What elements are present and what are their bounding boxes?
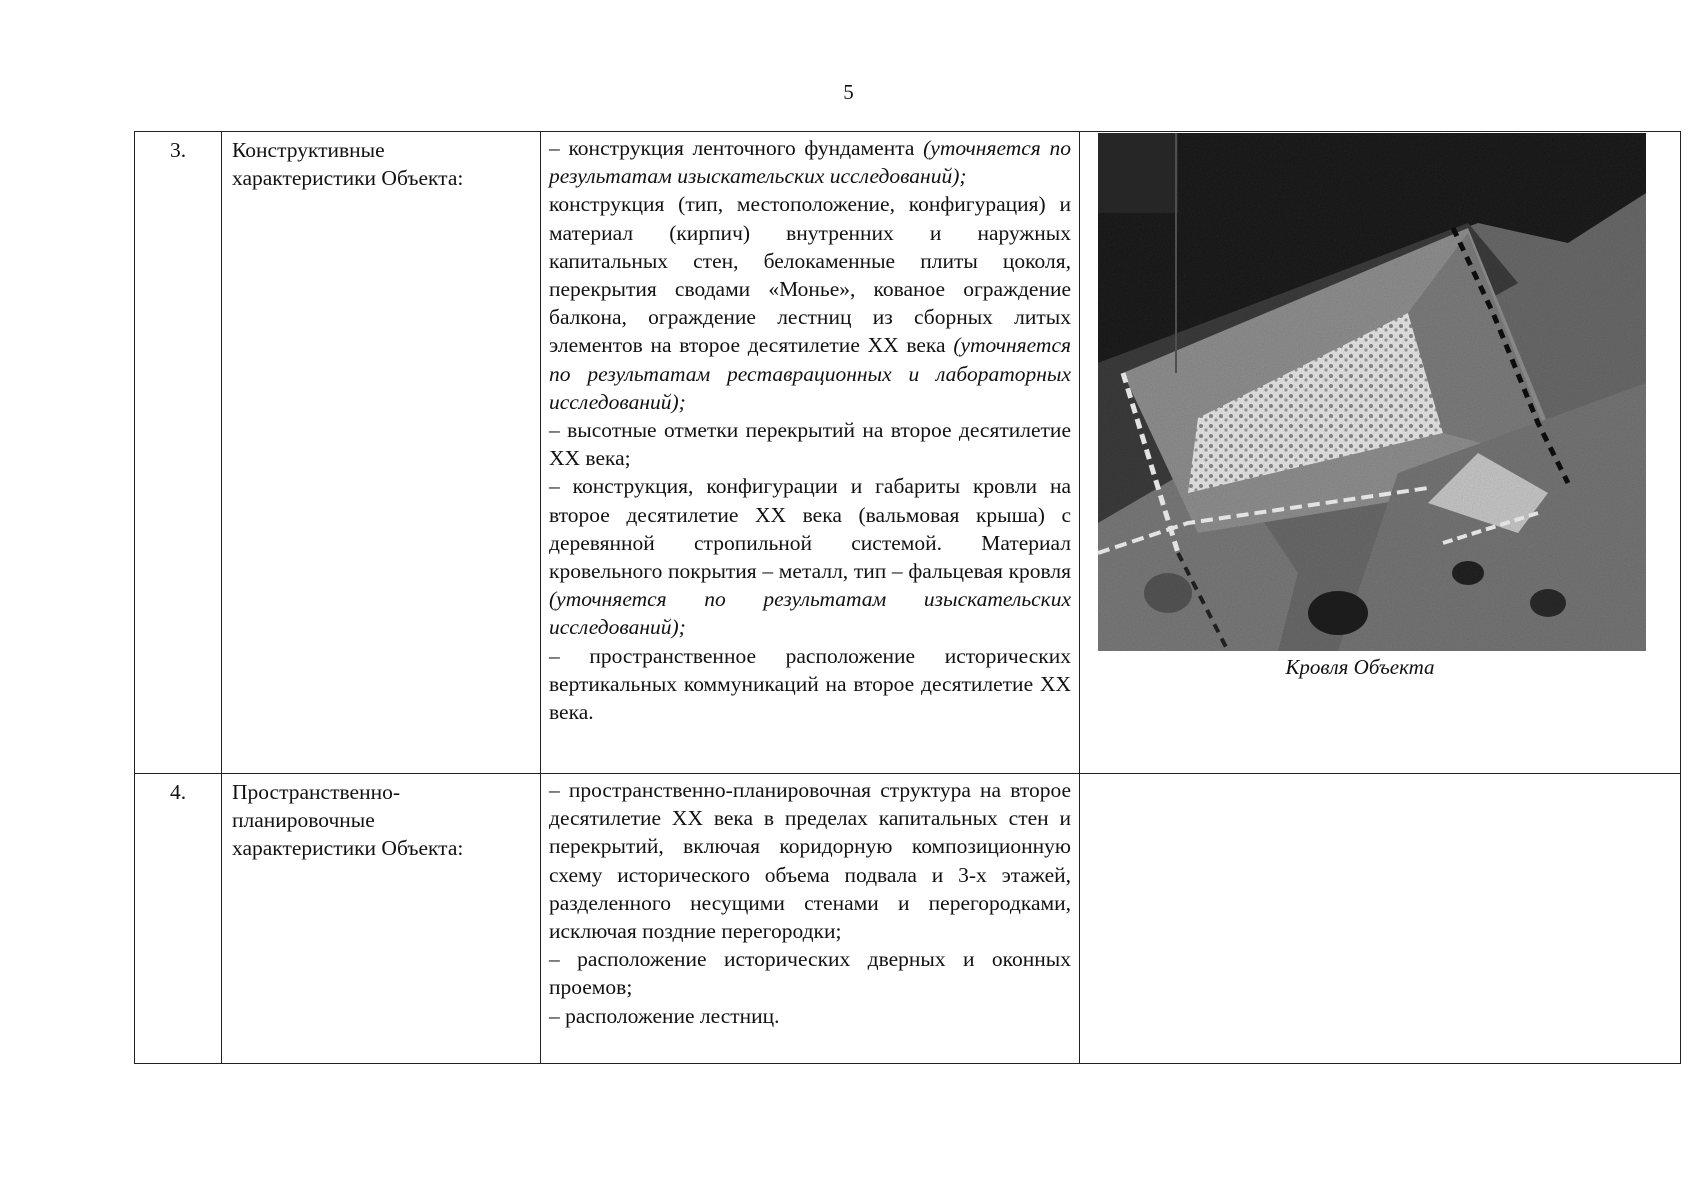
row-description — [541, 132, 1080, 774]
row-title — [222, 774, 541, 1064]
table-row — [135, 774, 1681, 1064]
row-title-line: планировочные — [232, 808, 375, 833]
description-item: – конструкция ленточного фундамента (уточняется по результатам изыскательских исследований); — [549, 136, 1071, 189]
description-item: – конструкция, конфигурации и габариты кровли на второе десятилетие XX века (вальмовая крыша) с деревянной стропильной системой. Материал кровельного покрытия – металл, тип – фальцевая кровля (уточняется по результатам изыскательских исследований); — [549, 474, 1071, 640]
row-title-line: Пространственно- — [232, 780, 400, 804]
page-number: 5 — [843, 80, 854, 104]
row-title — [222, 132, 541, 774]
empty-cell — [1080, 774, 1681, 1064]
image-caption: Кровля Объекта — [1285, 655, 1435, 679]
row-title-line: характеристики Объекта: — [232, 836, 464, 861]
description-item: – высотные отметки перекрытий на второе десятилетие XX века; — [549, 418, 1071, 471]
description-item: – расположение исторических дверных и оконных проемов; — [549, 947, 1071, 1000]
row-description — [541, 774, 1080, 1064]
image-cell — [1080, 132, 1681, 774]
table-row — [135, 132, 1681, 774]
description-item: – пространственно-планировочная структура на второе десятилетие XX века в пределах капитальных стен и перекрытий, включая коридорную композиционную схему исторического объема подвала и 3-х этажей, разделенного несущими стенами и перегородками, исключая поздние перегородки; — [549, 778, 1071, 944]
row-title-line: характеристики Объекта: — [232, 166, 464, 191]
roof-photo — [1098, 133, 1646, 651]
description-item: конструкция (тип, местоположение, конфигурация) и материал (кирпич) внутренних и наружных капитальных стен, белокаменные плиты цоколя, перекрытия сводами «Монье», кованое ограждение балкона, ограждение лестниц из сборных литых элементов на второе десятилетие XX века (уточняется по результатам реставрационных и лабораторных исследований); — [549, 192, 1071, 414]
row-number: 4. — [135, 774, 222, 1064]
characteristics-table — [134, 131, 1681, 1064]
description-item: – пространственное расположение исторических вертикальных коммуникаций на второе десятилетие XX века. — [549, 643, 1071, 725]
row-number: 3. — [135, 132, 222, 774]
description-item: – расположение лестниц. — [549, 1003, 780, 1028]
row-title-line: Конструктивные — [232, 138, 385, 162]
